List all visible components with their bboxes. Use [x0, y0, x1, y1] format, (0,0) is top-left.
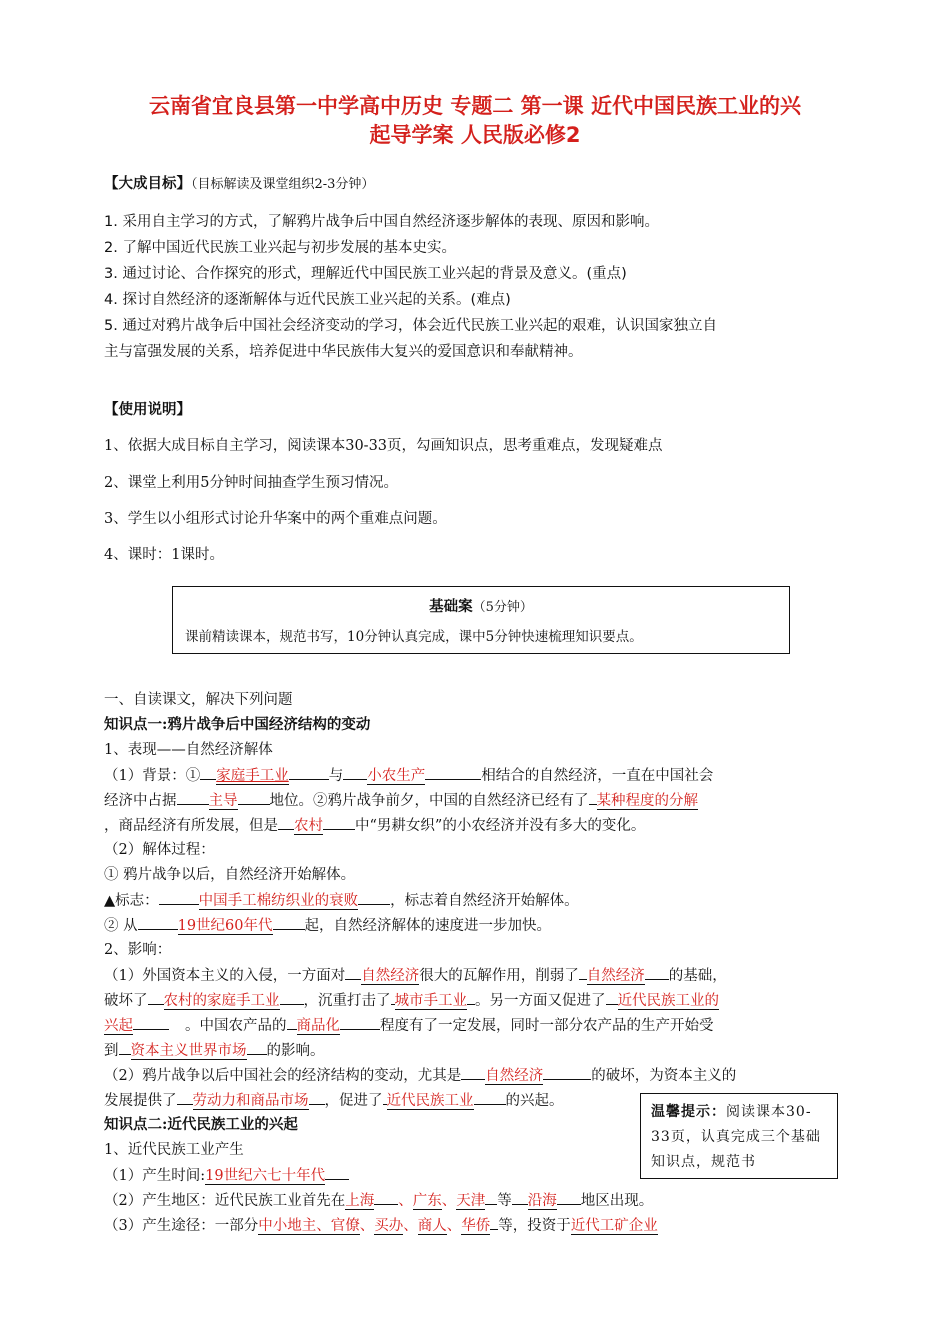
base-box-desc: 课前精读课本，规范书写，10分钟认真完成，课中5分钟快速梳理知识要点。 — [185, 629, 643, 645]
text: 。另一方面又促进了 — [475, 993, 606, 1009]
answer-blank: 中国手工棉纺织业的衰败 — [198, 893, 359, 909]
blank-gap — [273, 913, 305, 930]
blank-gap — [340, 1013, 380, 1030]
text: （1）外国资本主义的入侵，一方面对 — [104, 968, 346, 984]
blank-gap — [278, 813, 294, 830]
process-heading: （2）解体过程： — [104, 842, 215, 858]
text: ，投资于 — [512, 1218, 571, 1234]
text: ，促进了 — [324, 1093, 383, 1109]
blank-gap — [309, 1088, 325, 1105]
knowledge-point-2: 知识点二:近代民族工业的兴起 — [104, 1116, 298, 1133]
answer-blank: 资本主义世界市场 — [130, 1043, 247, 1059]
answer-blank: 兴起 — [104, 1018, 133, 1034]
blank-gap — [391, 988, 395, 1005]
base-box-title-row — [173, 595, 789, 616]
answer-blank: 华侨 — [461, 1218, 491, 1234]
usage-heading: 【使用说明】 — [104, 401, 191, 418]
text: 、 — [403, 1218, 418, 1234]
blank-gap — [343, 763, 367, 780]
text: 等 — [497, 1193, 512, 1209]
origin-time-line — [104, 1163, 349, 1185]
bg-line-3 — [104, 813, 645, 835]
answer-blank: 自然经济 — [586, 968, 645, 984]
answer-blank: 沿海 — [527, 1193, 557, 1209]
origin-region-line — [104, 1188, 653, 1210]
blank-gap — [383, 1088, 387, 1105]
text: 到 — [104, 1043, 119, 1059]
text: 的基础， — [668, 968, 727, 984]
blank-gap — [557, 1188, 581, 1205]
blank-gap — [461, 1063, 485, 1080]
blank-gap — [238, 788, 270, 805]
blank-gap — [287, 1013, 297, 1030]
blank-gap — [159, 888, 199, 905]
blank-gap — [119, 1038, 131, 1055]
answer-blank: 19世纪60年代 — [177, 918, 273, 934]
impact-line-1 — [104, 963, 727, 985]
impact-line-2 — [104, 988, 719, 1010]
text: ，商品经济有所发展，但是 — [104, 818, 278, 834]
blank-gap — [177, 788, 209, 805]
answer-blank: 主导 — [208, 793, 238, 809]
process-item-1: ① 鸦片战争以后，自然经济开始解体。 — [104, 867, 356, 883]
title-line-2: 起导学案 人民版必修2 — [369, 123, 581, 147]
text: 、 — [446, 1218, 462, 1234]
text: 经济中占据 — [104, 793, 177, 809]
impact-line-4 — [104, 1038, 325, 1060]
blank-gap — [467, 988, 475, 1005]
title-line-1: 云南省宜良县第一中学高中历史 专题二 第一课 近代中国民族工业的兴 — [149, 94, 801, 118]
document-title — [100, 92, 850, 150]
answer-blank: 自然经济 — [485, 1068, 544, 1084]
answer-blank: 近代工矿企业 — [570, 1218, 658, 1234]
blank-gap — [325, 1163, 349, 1180]
blank-gap — [247, 1038, 267, 1055]
text: （1）产生时间: — [104, 1168, 206, 1184]
blank-gap — [358, 888, 390, 905]
goal-item-4: 4. 探讨自然经济的逐渐解体与近代民族工业兴起的关系。(难点) — [104, 292, 511, 308]
answer-blank: 上海 — [345, 1193, 375, 1209]
answer-blank: 农村的家庭手工业 — [163, 993, 280, 1009]
text: 很大的瓦解作用，削弱了 — [419, 968, 579, 984]
answer-blank: 农村 — [294, 818, 323, 834]
text: （2）鸦片战争以后中国社会的经济结构的变动，尤其是 — [104, 1068, 462, 1084]
goal-item-2: 2. 了解中国近代民族工业兴起与初步发展的基本史实。 — [104, 240, 456, 256]
answer-blank: 商人 — [417, 1218, 447, 1234]
text: 的影响。 — [266, 1043, 325, 1059]
impact-line-6 — [104, 1088, 564, 1110]
answer-blank: 家庭手工业 — [216, 768, 289, 784]
blank-gap — [543, 1063, 591, 1080]
blank-gap — [289, 763, 329, 780]
goal-item-6: 主与富强发展的关系，培养促进中华民族伟大复兴的爱国意识和奉献精神。 — [104, 344, 583, 360]
answer-blank: 天津 — [456, 1193, 486, 1209]
text: 发展提供了 — [104, 1093, 177, 1109]
text: 等 — [498, 1218, 513, 1234]
blank-gap — [200, 763, 216, 780]
blank-gap — [374, 1188, 398, 1205]
impact-line-3 — [104, 1013, 714, 1035]
bg-line-1 — [104, 763, 713, 785]
goal-item-5: 5. 通过对鸦片战争后中国社会经济变动的学习，体会近代民族工业兴起的艰难，认识国家独立自 — [104, 318, 717, 334]
text: 、 — [398, 1193, 413, 1209]
answer-blank: 商品化 — [296, 1018, 340, 1034]
blank-gap — [323, 813, 355, 830]
tip-text: 阅读课本30-33页，认真完成三个基础知识点，规范书 — [651, 1104, 821, 1170]
answer-blank: 广东 — [412, 1193, 442, 1209]
blank-gap — [645, 963, 669, 980]
origin-way-line — [104, 1213, 658, 1235]
goals-heading: 【大成目标】 — [104, 175, 191, 192]
answer-blank: 城市手工业 — [394, 993, 467, 1009]
kp2-subhead-1: 1、近代民族工业产生 — [104, 1142, 244, 1158]
warm-tip-box — [640, 1093, 838, 1179]
knowledge-point-1: 知识点一:鸦片战争后中国经济结构的变动 — [104, 716, 371, 733]
text: 地区出现。 — [580, 1193, 654, 1209]
goals-note: （目标解读及课堂组织2-3分钟） — [191, 177, 375, 192]
goal-item-3: 3. 通过讨论、合作探究的形式，理解近代中国民族工业兴起的背景及意义。(重点) — [104, 266, 627, 282]
blank-gap — [425, 763, 481, 780]
answer-blank: 近代民族工业的 — [617, 993, 719, 1009]
blank-gap — [138, 913, 178, 930]
blank-gap — [280, 988, 304, 1005]
section-intro: 一、自读课文，解决下列问题 — [104, 692, 293, 708]
text: 。中国农产品的 — [185, 1018, 287, 1034]
text: 与 — [328, 768, 344, 784]
base-box-time: （5分钟） — [472, 600, 533, 615]
blank-gap — [579, 963, 587, 980]
text: 相结合的自然经济，一直在中国社会 — [481, 768, 714, 784]
kp1-subhead-2: 2、影响： — [104, 942, 172, 958]
text: 起，自然经济解体的速度进一步加快。 — [304, 918, 552, 934]
blank-gap — [589, 788, 597, 805]
usage-item-4: 4、课时：1课时。 — [104, 547, 224, 563]
bg-line-2 — [104, 788, 698, 810]
usage-item-3: 3、学生以小组形式讨论升华案中的两个重难点问题。 — [104, 511, 447, 527]
answer-blank: 自然经济 — [361, 968, 420, 984]
text: 程度有了一定发展，同时一部分农产品的生产开始受 — [380, 1018, 714, 1034]
base-box-title: 基础案 — [429, 598, 473, 615]
usage-item-2: 2、课堂上利用5分钟时间抽查学生预习情况。 — [104, 475, 398, 491]
process-item-2 — [104, 913, 551, 935]
tip-label: 温馨提示： — [651, 1104, 726, 1120]
blank-gap — [133, 1013, 169, 1030]
text: 地位。②鸦片战争前夕，中国的自然经济已经有了 — [269, 793, 589, 809]
blank-gap — [177, 1088, 193, 1105]
base-case-box — [172, 586, 790, 654]
process-mark-line — [104, 888, 579, 910]
text: ▲标志： — [104, 893, 159, 909]
blank-gap — [485, 1188, 497, 1205]
text: 中“男耕女织”的小农经济并没有多大的变化。 — [355, 818, 646, 834]
blank-gap — [148, 988, 164, 1005]
text: 、 — [359, 1218, 375, 1234]
goal-item-1: 1. 采用自主学习的方式，了解鸦片战争后中国自然经济逐步解体的表现、原因和影响。 — [104, 214, 659, 230]
blank-gap — [474, 1088, 506, 1105]
impact-line-5 — [104, 1063, 736, 1085]
text: （3）产生途径：一部分 — [104, 1218, 259, 1234]
answer-blank: 劳动力和商品市场 — [192, 1093, 309, 1109]
text: ，标志着自然经济开始解体。 — [390, 893, 579, 909]
text: 的破坏，为资本主义的 — [591, 1068, 737, 1084]
text: 、 — [441, 1193, 457, 1209]
text: （2）产生地区：近代民族工业首先在 — [104, 1193, 346, 1209]
answer-blank: 19世纪六七十年代 — [205, 1168, 326, 1184]
text: 破坏了 — [104, 993, 148, 1009]
blank-gap — [345, 963, 361, 980]
usage-item-1: 1、依据大成目标自主学习，阅读课本30-33页，勾画知识点，思考重难点，发现疑难点 — [104, 438, 663, 454]
answer-blank: 某种程度的分解 — [596, 793, 698, 809]
answer-blank: 近代民族工业 — [386, 1093, 474, 1109]
goals-heading-row — [104, 172, 374, 193]
text: （1）背景：① — [104, 768, 201, 784]
answer-blank: 中小地主、官僚 — [258, 1218, 360, 1234]
answer-blank: 买办 — [374, 1218, 404, 1234]
text: ② 从 — [104, 918, 138, 934]
kp1-subhead-1: 1、表现——自然经济解体 — [104, 742, 273, 758]
text: ，沉重打击了 — [303, 993, 391, 1009]
text: 的兴起。 — [505, 1093, 564, 1109]
blank-gap — [606, 988, 618, 1005]
blank-gap — [512, 1188, 528, 1205]
answer-blank: 小农生产 — [367, 768, 426, 784]
